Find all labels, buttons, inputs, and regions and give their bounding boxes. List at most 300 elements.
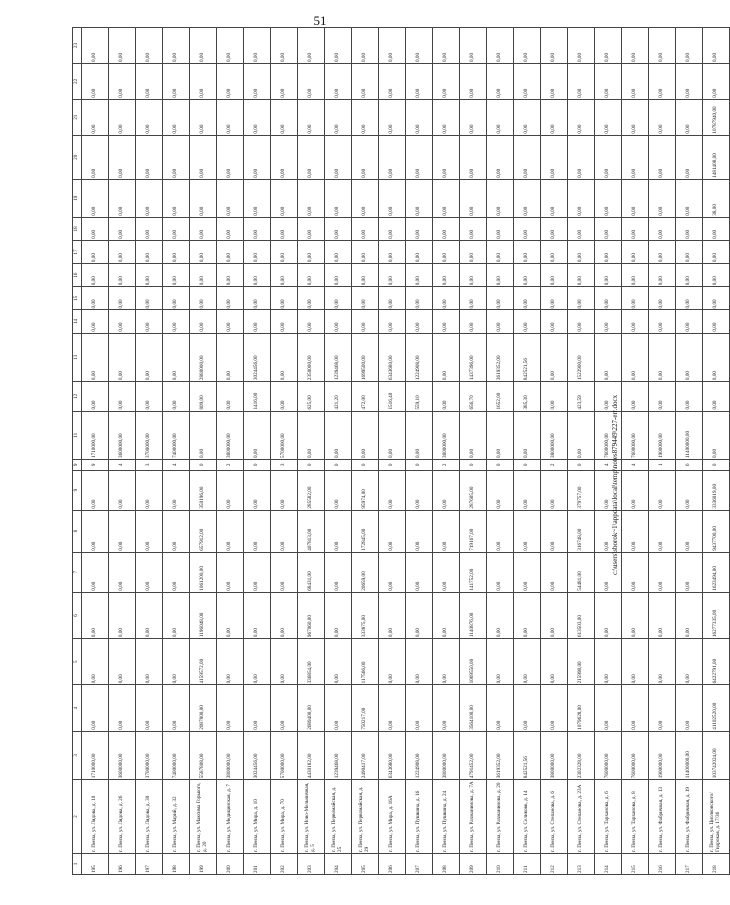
value-cell: 0,00 <box>433 217 460 240</box>
value-cell: 3024456,00 <box>244 333 271 381</box>
address-cell: г. Пенза, ул. Степанова, д. 23А <box>568 780 595 854</box>
value-cell: 0,00 <box>271 264 298 287</box>
value-cell: 0,00 <box>298 179 325 217</box>
value-cell: 4 <box>109 460 136 471</box>
value-cell: 0,00 <box>109 217 136 240</box>
column-header: 13 <box>73 333 82 381</box>
value-cell: 0,00 <box>163 63 190 99</box>
value-cell: 0,00 <box>190 217 217 240</box>
value-cell: 0,00 <box>163 179 190 217</box>
row-number-cell: 213 <box>568 853 595 874</box>
row-number-cell: 204 <box>325 853 352 874</box>
value-cell: 0,00 <box>217 470 244 510</box>
value-cell: 0,00 <box>379 240 406 263</box>
value-cell: 0,00 <box>163 310 190 333</box>
value-cell: 0,00 <box>649 217 676 240</box>
address-cell: г. Пенза, ул. Степанова, д. 6 <box>541 780 568 854</box>
table-row <box>649 28 676 875</box>
column-header: 15 <box>73 287 82 310</box>
value-cell: 0,00 <box>514 28 541 64</box>
value-cell: 1 <box>649 460 676 471</box>
table-row <box>433 28 460 875</box>
value-cell: 0,00 <box>649 552 676 592</box>
value-cell: 0,00 <box>136 99 163 135</box>
value-cell: 1239468,00 <box>325 333 352 381</box>
value-cell: 0,00 <box>136 135 163 179</box>
value-cell: 0,00 <box>676 264 703 287</box>
value-cell: 1900000,00 <box>649 731 676 779</box>
value-cell: 0,00 <box>595 28 622 64</box>
value-cell: 0,00 <box>352 135 379 179</box>
value-cell: 967060,00 <box>298 592 325 638</box>
value-cell: 0,00 <box>460 217 487 240</box>
value-cell: 0,00 <box>433 179 460 217</box>
table-row <box>325 28 352 875</box>
column-header: 7 <box>73 552 82 592</box>
row-number-cell: 217 <box>676 853 703 874</box>
value-cell: 0,00 <box>568 217 595 240</box>
value-cell: 0,00 <box>433 240 460 263</box>
value-cell: 0,00 <box>190 264 217 287</box>
value-cell: 0,00 <box>433 685 460 731</box>
value-cell: 0,00 <box>136 310 163 333</box>
table-row <box>163 28 190 875</box>
value-cell: 3600000,00 <box>109 411 136 459</box>
value-cell: 0,00 <box>622 592 649 638</box>
value-cell: 0,00 <box>136 470 163 510</box>
value-cell: 0,00 <box>190 99 217 135</box>
value-cell: 6422791,00 <box>703 639 730 685</box>
value-cell: 0,00 <box>217 99 244 135</box>
value-cell: 0,00 <box>622 240 649 263</box>
value-cell: 0,00 <box>82 639 109 685</box>
value-cell: 0,00 <box>271 382 298 411</box>
value-cell: 0,00 <box>487 592 514 638</box>
table-row <box>406 28 433 875</box>
value-cell: 215998,00 <box>568 639 595 685</box>
value-cell: 0,00 <box>649 264 676 287</box>
address-cell: г. Пенза, ул. Медицинская, д. 7 <box>217 780 244 854</box>
value-cell: 0,00 <box>676 287 703 310</box>
value-cell: 0,00 <box>649 287 676 310</box>
value-cell: 0,00 <box>109 135 136 179</box>
address-cell: г. Пенза, ул. Пушкина, д. 16 <box>406 780 433 854</box>
address-cell: г. Пенза, ул. Максима Горького, д. 20 <box>190 780 217 854</box>
value-cell: 0,00 <box>244 592 271 638</box>
value-cell: 0,00 <box>595 310 622 333</box>
value-cell: 0,00 <box>541 63 568 99</box>
value-cell: 0,00 <box>595 217 622 240</box>
value-cell: 0,00 <box>163 510 190 552</box>
value-cell: 3 <box>271 460 298 471</box>
value-cell: 0,00 <box>217 639 244 685</box>
row-number-cell: 203 <box>298 853 325 874</box>
value-cell: 5700000,00 <box>271 731 298 779</box>
row-number-cell: 216 <box>649 853 676 874</box>
value-cell: 0,00 <box>487 28 514 64</box>
row-number-cell: 199 <box>190 853 217 874</box>
value-cell: 559,10 <box>406 382 433 411</box>
value-cell: 0,00 <box>190 63 217 99</box>
value-cell: 0,00 <box>487 310 514 333</box>
value-cell: 0,00 <box>595 333 622 381</box>
table-row <box>568 28 595 875</box>
value-cell: 0,00 <box>406 411 433 459</box>
value-cell: 0,00 <box>109 240 136 263</box>
value-cell: 0,00 <box>109 333 136 381</box>
value-cell: 1079628,00 <box>568 685 595 731</box>
value-cell: 0,00 <box>433 552 460 592</box>
value-cell: 0,00 <box>325 217 352 240</box>
value-cell: 0,00 <box>379 310 406 333</box>
value-cell: 0,00 <box>379 217 406 240</box>
value-cell: 172845,00 <box>352 510 379 552</box>
address-cell: г. Пенза, ул. Тарханова, д. 8 <box>622 780 649 854</box>
value-cell: 0,00 <box>271 552 298 592</box>
value-cell: 2087800,00 <box>190 685 217 731</box>
value-cell: 0,00 <box>298 217 325 240</box>
value-cell: 103742024,00 <box>703 731 730 779</box>
value-cell: 0,00 <box>622 287 649 310</box>
value-cell: 0,00 <box>271 135 298 179</box>
column-header: 12 <box>73 382 82 411</box>
value-cell: 0,00 <box>82 510 109 552</box>
row-number-cell: 207 <box>406 853 433 874</box>
value-cell: 0,00 <box>136 179 163 217</box>
value-cell: 0,00 <box>703 28 730 64</box>
column-header: 14 <box>73 310 82 333</box>
value-cell: 0,00 <box>325 63 352 99</box>
address-cell: г. Пенза, ул. Мира, д. 16А <box>379 780 406 854</box>
address-cell: г. Пенза, ул. Рахманинова, д. 20 <box>487 780 514 854</box>
value-cell: 0,00 <box>541 685 568 731</box>
value-cell: 0,00 <box>406 639 433 685</box>
value-cell: 0,00 <box>325 287 352 310</box>
value-cell: 0,00 <box>298 28 325 64</box>
value-cell: 0,00 <box>541 135 568 179</box>
value-cell: 285582,00 <box>298 470 325 510</box>
value-cell: 0,00 <box>325 510 352 552</box>
value-cell: 0,00 <box>217 217 244 240</box>
value-cell: 1900000,00 <box>649 411 676 459</box>
value-cell: 0,00 <box>406 99 433 135</box>
value-cell: 0,00 <box>487 639 514 685</box>
value-cell: 0,00 <box>244 179 271 217</box>
value-cell: 0,00 <box>460 179 487 217</box>
value-cell: 0,00 <box>649 28 676 64</box>
value-cell: 0,00 <box>82 264 109 287</box>
table-row <box>217 28 244 875</box>
value-cell: 1710000,00 <box>82 411 109 459</box>
row-number-cell: 196 <box>109 853 136 874</box>
value-cell: 6343680,00 <box>379 333 406 381</box>
value-cell: 0,00 <box>514 264 541 287</box>
value-cell: 0,00 <box>649 592 676 638</box>
value-cell: 0,00 <box>595 240 622 263</box>
value-cell: 0,00 <box>406 28 433 64</box>
value-cell: 0,00 <box>244 264 271 287</box>
value-cell: 7400000,00 <box>163 731 190 779</box>
value-cell: 0,00 <box>271 510 298 552</box>
value-cell: 0,00 <box>352 411 379 459</box>
value-cell: 423,59 <box>568 382 595 411</box>
value-cell: 0,00 <box>514 135 541 179</box>
value-cell: 95974,00 <box>352 470 379 510</box>
table-row <box>514 28 541 875</box>
value-cell: 0,00 <box>325 639 352 685</box>
value-cell: 0,00 <box>514 411 541 459</box>
value-cell: 0,00 <box>82 382 109 411</box>
address-cell: г. Пенза, ул. Марий, д. 32 <box>163 780 190 854</box>
value-cell: 0,00 <box>163 287 190 310</box>
value-cell: 0,00 <box>298 287 325 310</box>
value-cell: 0,00 <box>676 240 703 263</box>
value-cell: 0,00 <box>514 470 541 510</box>
value-cell: 0,00 <box>541 179 568 217</box>
row-number-cell: 198 <box>163 853 190 874</box>
value-cell: 0,00 <box>460 264 487 287</box>
value-cell: 0,00 <box>541 639 568 685</box>
value-cell: 0,00 <box>298 264 325 287</box>
value-cell: 0,00 <box>379 552 406 592</box>
value-cell: 0,00 <box>487 470 514 510</box>
table-row <box>676 28 703 875</box>
value-cell: 0,00 <box>217 592 244 638</box>
value-cell: 0,00 <box>298 310 325 333</box>
value-cell: 472,00 <box>352 382 379 411</box>
value-cell: 0,00 <box>487 240 514 263</box>
column-header: 3 <box>73 731 82 779</box>
value-cell: 0,00 <box>595 135 622 179</box>
footer-file-path: c:\users\sborok~1\appdata\local\temp\notes879449\227-err.docx <box>611 394 619 575</box>
row-number-cell: 197 <box>136 853 163 874</box>
value-cell: 0,00 <box>271 685 298 731</box>
address-cell: г. Пенза, ул. Селиковк, д. 14 <box>514 780 541 854</box>
value-cell: 2 <box>433 460 460 471</box>
value-cell: 0,00 <box>703 240 730 263</box>
value-cell: 0,00 <box>460 287 487 310</box>
value-cell: 0,00 <box>568 240 595 263</box>
value-cell: 5700000,00 <box>271 411 298 459</box>
value-cell: 0,00 <box>271 470 298 510</box>
value-cell: 6 <box>676 460 703 471</box>
column-header: 22 <box>73 63 82 99</box>
value-cell: 9437700,00 <box>703 510 730 552</box>
value-cell: 0,00 <box>433 333 460 381</box>
value-cell: 0,00 <box>487 411 514 459</box>
value-cell: 1699500,00 <box>352 333 379 381</box>
value-cell: 842521,56 <box>514 731 541 779</box>
value-cell: 0,00 <box>649 179 676 217</box>
column-header: 11 <box>73 411 82 459</box>
row-number-cell: 210 <box>487 853 514 874</box>
value-cell: 0,00 <box>541 28 568 64</box>
value-cell: 0 <box>352 460 379 471</box>
value-cell: 0,00 <box>676 28 703 64</box>
value-cell: 0,00 <box>568 264 595 287</box>
value-cell: 0,00 <box>82 287 109 310</box>
value-cell: 0,00 <box>244 552 271 592</box>
value-cell: 0,00 <box>82 179 109 217</box>
value-cell: 0,00 <box>595 382 622 411</box>
column-header: 18 <box>73 217 82 240</box>
value-cell: 0,00 <box>109 63 136 99</box>
value-cell: 0,00 <box>595 287 622 310</box>
value-cell: 7400000,00 <box>163 411 190 459</box>
column-header: 21 <box>73 99 82 135</box>
value-cell: 0 <box>460 460 487 471</box>
value-cell: 0,00 <box>325 592 352 638</box>
value-cell: 0,00 <box>595 470 622 510</box>
address-cell: г. Пенза, ул. Первомайская, д. 25 <box>325 780 352 854</box>
value-cell: 0,00 <box>460 240 487 263</box>
value-cell: 0,00 <box>595 552 622 592</box>
value-cell: 0,00 <box>541 552 568 592</box>
table-row <box>109 28 136 875</box>
value-cell: 0,00 <box>703 382 730 411</box>
value-cell: 0,00 <box>244 28 271 64</box>
value-cell: 0,00 <box>82 28 109 64</box>
value-cell: 0,00 <box>82 685 109 731</box>
column-header: 17 <box>73 240 82 263</box>
value-cell: 0,00 <box>325 240 352 263</box>
value-cell: 0,00 <box>136 287 163 310</box>
value-cell: 1710000,00 <box>82 731 109 779</box>
value-cell: 0,00 <box>676 470 703 510</box>
value-cell: 0,00 <box>163 333 190 381</box>
address-cell: г. Пенза, ул. Фабричная, д. 13 <box>649 780 676 854</box>
value-cell: 0,00 <box>136 333 163 381</box>
table-row <box>244 28 271 875</box>
value-cell: 0,00 <box>676 179 703 217</box>
value-cell: 0,00 <box>433 63 460 99</box>
value-cell: 0,00 <box>298 99 325 135</box>
value-cell: 0,00 <box>217 552 244 592</box>
value-cell: 0,00 <box>541 592 568 638</box>
value-cell: 0,00 <box>217 135 244 179</box>
column-header: 20 <box>73 135 82 179</box>
address-cell: г. Пенза, ул. Пушкина, д. 24 <box>433 780 460 854</box>
value-cell: 2 <box>541 460 568 471</box>
value-cell: 0,00 <box>163 592 190 638</box>
value-cell: 0 <box>244 460 271 471</box>
value-cell: 3800000,00 <box>217 731 244 779</box>
value-cell: 0,00 <box>325 411 352 459</box>
value-cell: 0,00 <box>622 685 649 731</box>
value-cell: 0,00 <box>541 510 568 552</box>
value-cell: 0,00 <box>649 639 676 685</box>
value-cell: 750217,00 <box>352 685 379 731</box>
table-row <box>460 28 487 875</box>
value-cell: 1224908,00 <box>406 333 433 381</box>
value-cell: 0 <box>568 460 595 471</box>
value-cell: 4430182,00 <box>298 731 325 779</box>
value-cell: 0,00 <box>217 310 244 333</box>
value-cell: 350196,00 <box>190 470 217 510</box>
value-cell: 842521,56 <box>514 333 541 381</box>
table-row <box>298 28 325 875</box>
value-cell: 0,00 <box>163 99 190 135</box>
value-cell: 0,00 <box>190 28 217 64</box>
value-cell: 0,00 <box>217 685 244 731</box>
value-cell: 0,00 <box>541 287 568 310</box>
page-number: 51 <box>313 13 327 28</box>
value-cell: 7600000,00 <box>595 731 622 779</box>
table-row <box>352 28 379 875</box>
value-cell: 0,00 <box>325 179 352 217</box>
value-cell: 0,00 <box>487 217 514 240</box>
value-cell: 0,00 <box>163 240 190 263</box>
value-cell: 0,00 <box>82 333 109 381</box>
row-number-cell: 206 <box>379 853 406 874</box>
value-cell: 0,00 <box>514 217 541 240</box>
value-cell: 0,00 <box>703 217 730 240</box>
value-cell: 0,00 <box>460 135 487 179</box>
value-cell: 0,00 <box>109 592 136 638</box>
value-cell: 2302328,00 <box>568 731 595 779</box>
value-cell: 0,00 <box>460 63 487 99</box>
value-cell: 0,00 <box>622 510 649 552</box>
value-cell: 0,00 <box>217 240 244 263</box>
value-cell: 0,00 <box>433 287 460 310</box>
value-cell: 0,00 <box>433 510 460 552</box>
table-row <box>379 28 406 875</box>
value-cell: 0,00 <box>649 99 676 135</box>
row-number-cell: 201 <box>244 853 271 874</box>
value-cell: 0,00 <box>271 287 298 310</box>
value-cell: 0,00 <box>514 592 541 638</box>
value-cell: 3800000,00 <box>433 411 460 459</box>
address-cell: г. Пенза, ул. Мира, д. 10 <box>244 780 271 854</box>
value-cell: 0,00 <box>595 510 622 552</box>
value-cell: 0,00 <box>109 552 136 592</box>
value-cell: 0,00 <box>325 470 352 510</box>
data-table <box>72 27 730 875</box>
value-cell: 2350000,00 <box>298 333 325 381</box>
value-cell: 0,00 <box>352 287 379 310</box>
value-cell: 0,00 <box>649 470 676 510</box>
value-cell: 0,00 <box>433 310 460 333</box>
value-cell: 0,00 <box>271 310 298 333</box>
value-cell: 0,00 <box>217 510 244 552</box>
value-cell: 0,00 <box>487 99 514 135</box>
value-cell: 0,00 <box>487 135 514 179</box>
value-cell: 0,00 <box>244 310 271 333</box>
value-cell: 0,00 <box>244 217 271 240</box>
value-cell: 1069550,00 <box>460 639 487 685</box>
value-cell: 5587808,00 <box>190 731 217 779</box>
value-cell: 38,00 <box>703 179 730 217</box>
value-cell: 0,00 <box>487 63 514 99</box>
value-cell: 0,00 <box>622 639 649 685</box>
value-cell: 0,00 <box>541 333 568 381</box>
row-number-cell: 211 <box>514 853 541 874</box>
value-cell: 0,00 <box>136 264 163 287</box>
value-cell: 0,00 <box>433 135 460 179</box>
value-cell: 4 <box>163 460 190 471</box>
value-cell: 7600000,00 <box>595 411 622 459</box>
value-cell: 0,00 <box>298 135 325 179</box>
value-cell: 3800000,00 <box>541 731 568 779</box>
value-cell: 0,00 <box>622 470 649 510</box>
value-cell: 0,00 <box>109 685 136 731</box>
value-cell: 54481,00 <box>568 552 595 592</box>
row-number-cell: 202 <box>271 853 298 874</box>
value-cell: 0,00 <box>703 411 730 459</box>
value-cell: 0 <box>325 460 352 471</box>
value-cell: 0,00 <box>136 217 163 240</box>
value-cell: 0,00 <box>379 179 406 217</box>
